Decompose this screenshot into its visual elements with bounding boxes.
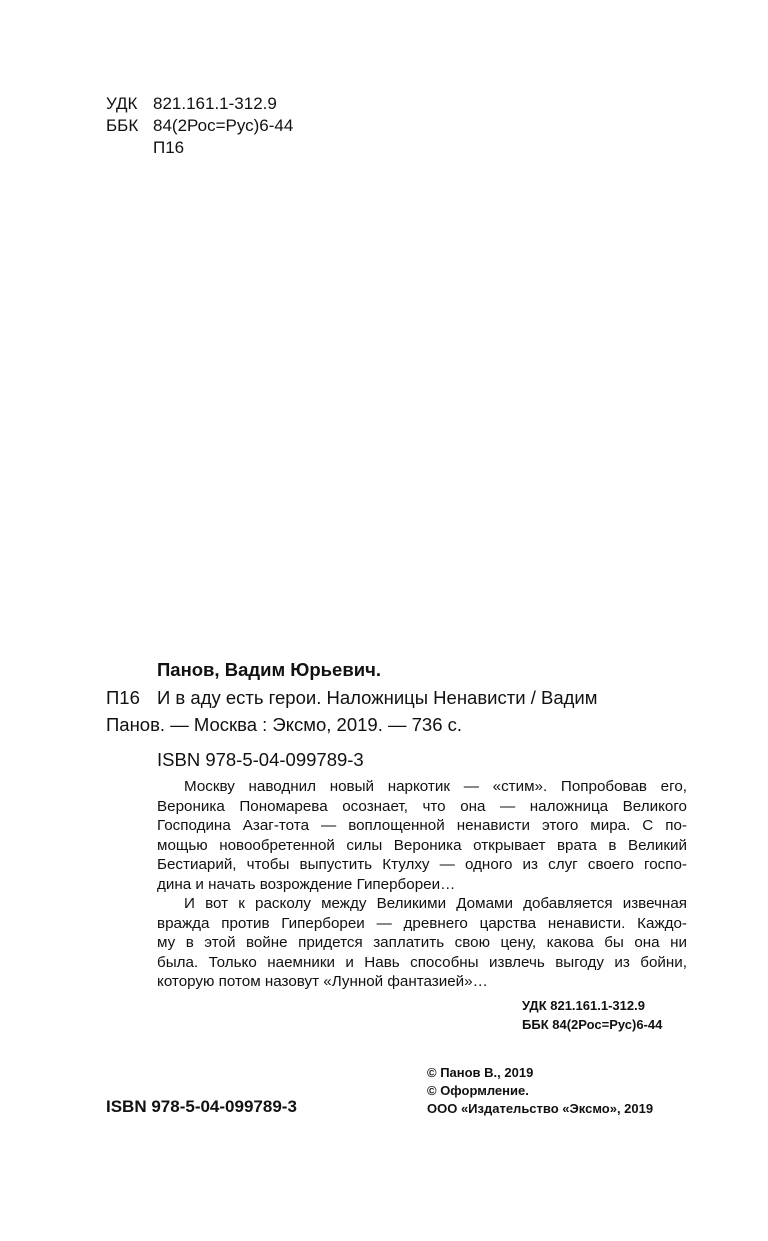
footer-isbn: ISBN 978-5-04-099789-3 — [106, 1097, 297, 1116]
isbn-line: ISBN 978-5-04-099789-3 — [157, 749, 364, 770]
title-line-1: И в аду есть герои. Наложницы Ненависти / Вадим — [157, 687, 598, 708]
entry-mark: П16 — [106, 687, 140, 708]
annotation-line: дина и начать возрождение Гипербореи… — [157, 875, 456, 893]
annotation-line: вражда против Гипербореи — древнего царства ненависти. Каждо- — [157, 914, 687, 932]
annotation-line: И вот к расколу между Великими Домами добавляется извечная — [184, 895, 687, 912]
udk-label: УДК — [106, 94, 138, 113]
annotation-line: Бестиарий, чтобы выпустить Ктулху — одного из слуг своего госпо- — [157, 856, 687, 873]
publisher: ООО «Издательство «Эксмо», 2019 — [427, 1101, 654, 1116]
bbk-value: 84(2Рос=Рус)6-44 — [153, 116, 294, 135]
bbk-repeat: ББК 84(2Рос=Рус)6-44 — [522, 1017, 663, 1032]
author-mark: П16 — [153, 138, 185, 157]
bbk-label: ББК — [106, 116, 139, 135]
annotation-line: Вероника Пономарева осознает, что она — наложница Великого — [157, 797, 687, 815]
copyright-design: © Оформление. — [427, 1083, 529, 1098]
udk-value: 821.161.1-312.9 — [153, 94, 277, 113]
annotation-line: которую потом назовут «Лунной фантазией»… — [157, 973, 488, 990]
annotation-line: была. Только наемники и Навь способны извлечь выгоду из бойни, — [157, 953, 687, 971]
annotation-line: Господина Азаг-тота — воплощенной ненависти этого мира. С по- — [157, 817, 687, 834]
title-line-2: Панов. — Москва : Эксмо, 2019. — 736 с. — [106, 714, 463, 735]
author-heading: Панов, Вадим Юрьевич. — [157, 659, 381, 680]
annotation-line: му в этой войне придется заплатить свою цену, какова бы она ни — [157, 934, 687, 951]
annotation-line: мощью новообретенной силы Вероника открывает врата в Великий — [157, 836, 687, 854]
udk-repeat: УДК 821.161.1-312.9 — [522, 998, 645, 1013]
annotation-line: Москву наводнил новый наркотик — «стим». Попробовав его, — [184, 778, 687, 795]
copyright-author: © Панов В., 2019 — [427, 1065, 534, 1080]
annotation — [157, 777, 687, 992]
